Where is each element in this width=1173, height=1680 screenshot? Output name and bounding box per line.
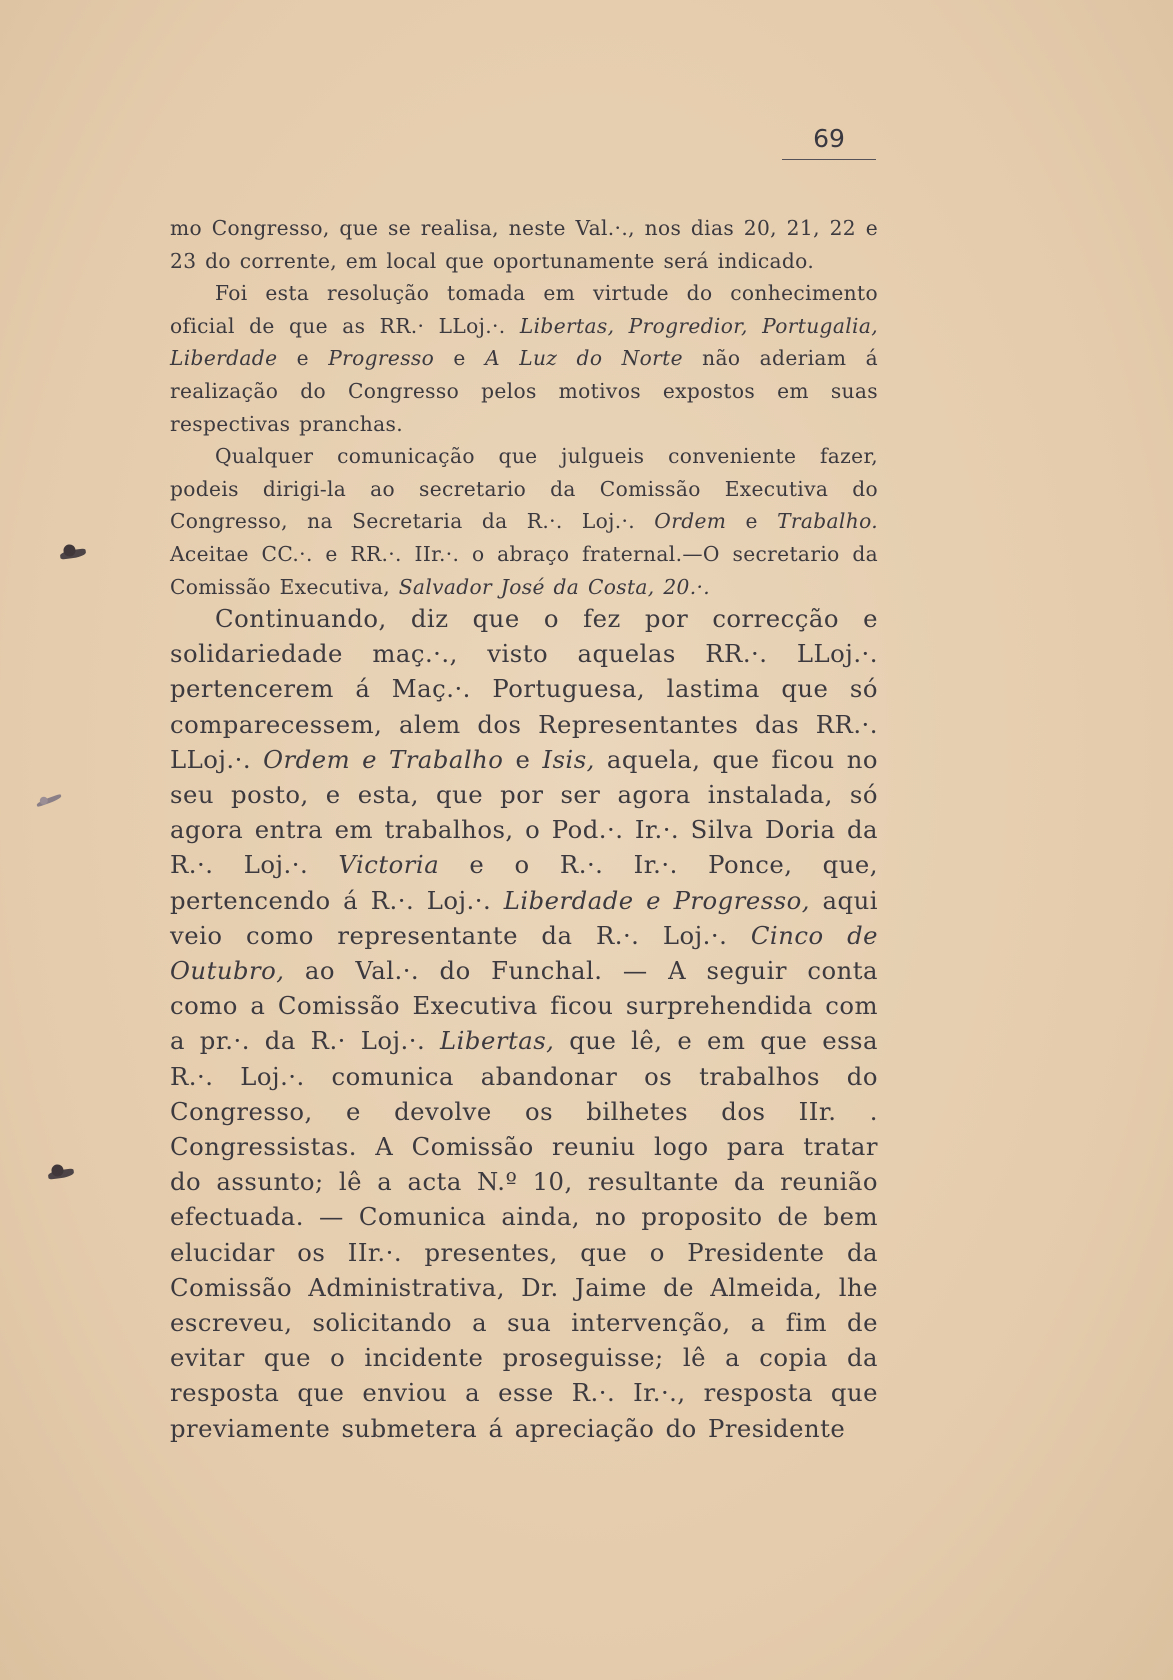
text-run: e	[277, 346, 329, 371]
lodge-name: Liberdade e Progresso,	[503, 885, 810, 915]
lodge-name: A Luz do Norte	[485, 346, 683, 371]
quote-paragraph-1	[170, 212, 878, 277]
text-run: e	[726, 509, 778, 534]
binding-hole-mark	[60, 548, 87, 560]
lodge-name: Ordem e Trabalho	[263, 744, 504, 774]
text-run: Continuando, diz que o fez por correcção e solidariedade maç.·., visto aquelas RR.·. LLoj.·. pertencerem á Maç.·. Portuguesa, lastima que só comparecessem, alem dos Representantes das RR.·. LLoj.·.	[170, 604, 878, 774]
main-paragraph	[170, 601, 878, 1446]
text-run: não aderiam á realização do Congresso pelos motivos expostos em suas respectivas pranchas.	[170, 346, 878, 436]
page-number: 69	[782, 124, 876, 160]
text-run: e	[434, 346, 485, 371]
binding-hole-mark	[36, 794, 62, 808]
lodge-name: Trabalho.	[777, 509, 878, 534]
text-run: aquela, que ficou no seu posto, e esta, que por ser agora instalada, só agora entra em trabalhos, o Pod.·. Ir.·. Silva Doria da R.·. Loj.·.	[170, 744, 878, 880]
text-run: ao Val.·. do Funchal. — A seguir conta como a Comissão Executiva ficou surprehendida com a pr.·. da R.· Loj.·.	[170, 956, 878, 1056]
lodge-name: Progresso	[328, 346, 435, 371]
lodge-name: Isis,	[542, 744, 595, 774]
quoted-letter	[170, 212, 878, 603]
lodge-name: Ordem	[654, 509, 727, 534]
signature: Salvador José da Costa, 20.·.	[398, 574, 711, 599]
binding-hole-mark	[48, 1168, 75, 1180]
text-run: Aceitae CC.·. e RR.·. IIr.·. o abraço fraternal.—O secretario da Comissão Executiva,	[170, 541, 878, 599]
quote-paragraph-2	[170, 277, 878, 440]
text-run: aqui veio como representante da R.·. Loj.·.	[170, 885, 878, 950]
text-run: Foi esta resolução tomada em virtude do conhecimento oficial de que as RR.· LLoj.·.	[170, 281, 878, 338]
main-text	[170, 601, 878, 1446]
text-run: Qualquer comunicação que julgueis conveniente fazer, podeis dirigi-la ao secretario da Comissão Executiva do Congresso, na Secretaria da R.·. Loj.·.	[170, 444, 878, 534]
lodge-names: Libertas, Progredior, Portugalia, Liberdade	[170, 313, 878, 371]
text-run: mo Congresso, que se realisa, neste Val.·., nos dias 20, 21, 22 e 23 do corrente, em local que oportunamente será indicado.	[170, 216, 878, 273]
text-run: e	[503, 744, 543, 774]
text-run: e o R.·. Ir.·. Ponce, que, pertencendo á R.·. Loj.·.	[170, 850, 878, 915]
quote-paragraph-3	[170, 440, 878, 603]
lodge-name: Cinco de Outubro,	[170, 920, 879, 986]
text-run: que lê, e em que essa R.·. Loj.·. comunica abandonar os trabalhos do Congresso, e devolve os bilhetes dos IIr. . Congressistas. A Comissão reuniu logo para tratar do assunto; lê a acta N.º 10, resultante da reunião efectuada. — Comunica ainda, no proposito de bem elucidar os IIr.·. presentes, que o Presidente da Comissão Administrativa, Dr. Jaime de Almeida, lhe escreveu, solicitando a sua intervenção, a fim de evitar que o incidente proseguisse; lê a copia da resposta que enviou a esse R.·. Ir.·., resposta que previamente submetera á apreciação do Presidente	[170, 1026, 878, 1443]
lodge-name: Victoria	[338, 850, 440, 880]
lodge-name: Libertas,	[440, 1026, 555, 1056]
